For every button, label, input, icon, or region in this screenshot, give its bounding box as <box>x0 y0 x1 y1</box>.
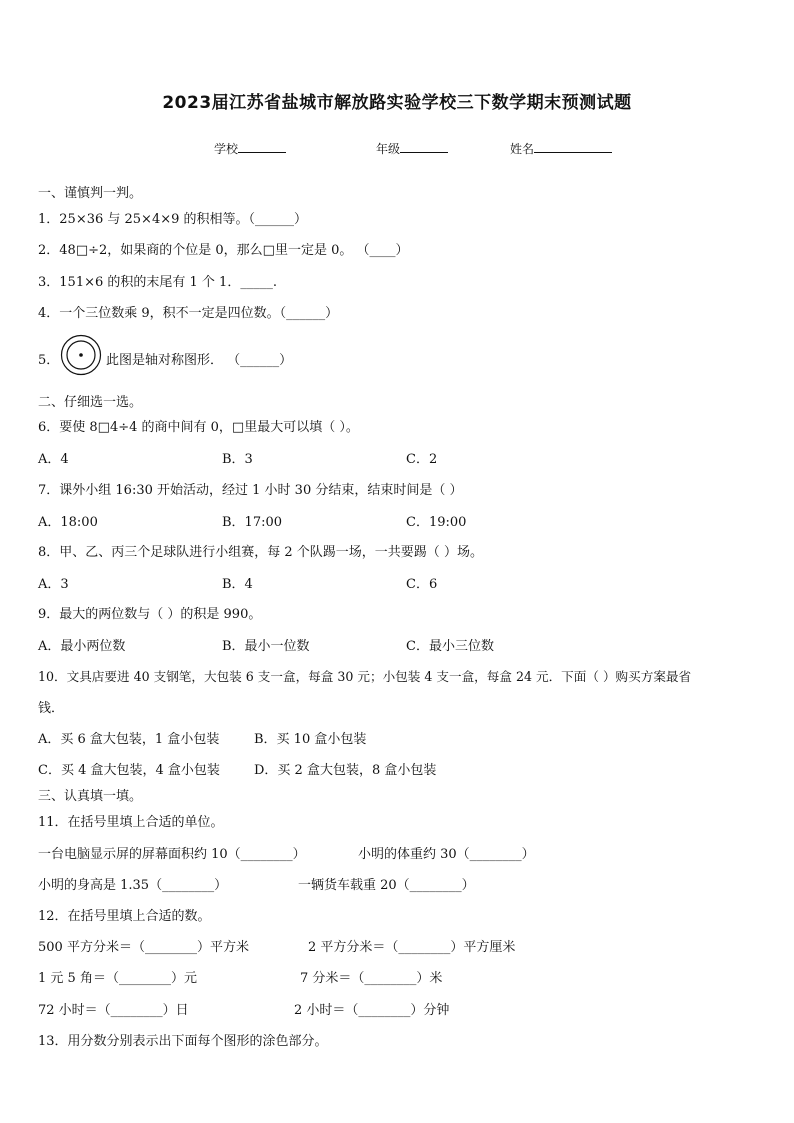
question-2: 2．48□÷2，如果商的个位是 0，那么□里一定是 0。 （____） <box>38 243 409 258</box>
q7-option-a[interactable]: A．18:00 <box>38 515 98 530</box>
q11-item-4[interactable]: 一辆货车载重 20（________） <box>298 878 475 893</box>
name-label: 姓名 <box>510 142 535 156</box>
question-6: 6．要使 8□4÷4 的商中间有 0，□里最大可以填（ ）。 <box>38 420 359 435</box>
school-field <box>214 140 286 157</box>
q8-option-a[interactable]: A．3 <box>38 577 69 592</box>
name-blank[interactable] <box>534 140 612 153</box>
question-1: 1．25×36 与 25×4×9 的积相等。（______） <box>38 212 308 227</box>
concentric-circle-figure <box>60 334 102 376</box>
grade-field <box>376 140 448 157</box>
question-4: 4．一个三位数乘 9，积不一定是四位数。（______） <box>38 306 339 321</box>
q10-option-c[interactable]: C．买 4 盒大包装，4 盒小包装 <box>38 763 220 778</box>
q12-item-2[interactable]: 2 平方分米＝（________）平方厘米 <box>308 940 516 955</box>
q12-item-3[interactable]: 1 元 5 角＝（________）元 <box>38 971 197 986</box>
question-10-line-1: 10．文具店要进 40 支钢笔，大包装 6 支一盒，每盒 30 元；小包装 4 支一盒，每盒 24 元．下面（ ）购买方案最省 <box>38 669 692 684</box>
q6-option-a[interactable]: A．4 <box>38 452 69 467</box>
q12-item-1[interactable]: 500 平方分米＝（________）平方米 <box>38 940 249 955</box>
q8-option-c[interactable]: C．6 <box>406 577 438 592</box>
grade-blank[interactable] <box>400 140 448 153</box>
q9-option-b[interactable]: B．最小一位数 <box>222 639 310 654</box>
q11-item-2[interactable]: 小明的体重约 30（________） <box>358 847 535 862</box>
q12-item-4[interactable]: 7 分米＝（________）米 <box>300 971 443 986</box>
school-blank[interactable] <box>238 140 286 153</box>
section-title-1: 一、谨慎判一判。 <box>38 186 143 201</box>
section-title-2: 二、仔细选一选。 <box>38 395 143 410</box>
question-12: 12．在括号里填上合适的数。 <box>38 909 211 924</box>
question-11: 11．在括号里填上合适的单位。 <box>38 815 224 830</box>
page-title: 2023届江苏省盐城市解放路实验学校三下数学期末预测试题 <box>162 93 632 113</box>
q11-item-1[interactable]: 一台电脑显示屏的屏幕面积约 10（________） <box>38 847 306 862</box>
question-8: 8．甲、乙、丙三个足球队进行小组赛，每 2 个队踢一场，一共要踢（ ）场。 <box>38 545 483 560</box>
question-5-text: 此图是轴对称图形． （______） <box>106 353 293 368</box>
question-3: 3．151×6 的积的末尾有 1 个 1．_____. <box>38 275 277 290</box>
q7-option-b[interactable]: B．17:00 <box>222 515 283 530</box>
q10-option-d[interactable]: D．买 2 盒大包装，8 盒小包装 <box>254 763 437 778</box>
name-field <box>510 140 612 157</box>
q10-option-b[interactable]: B．买 10 盒小包装 <box>254 732 367 747</box>
q6-option-c[interactable]: C．2 <box>406 452 438 467</box>
q12-item-6[interactable]: 2 小时＝（________）分钟 <box>294 1003 450 1018</box>
q9-option-c[interactable]: C．最小三位数 <box>406 639 494 654</box>
q8-option-b[interactable]: B．4 <box>222 577 253 592</box>
question-13: 13．用分数分别表示出下面每个图形的涂色部分。 <box>38 1034 328 1049</box>
school-label: 学校 <box>214 142 239 156</box>
section-title-3: 三、认真填一填。 <box>38 789 143 804</box>
grade-label: 年级 <box>376 142 401 156</box>
q11-item-3[interactable]: 小明的身高是 1.35（________） <box>38 878 228 893</box>
q12-item-5[interactable]: 72 小时＝（________）日 <box>38 1003 189 1018</box>
q9-option-a[interactable]: A．最小两位数 <box>38 639 126 654</box>
question-9: 9．最大的两位数与（ ）的积是 990。 <box>38 607 262 622</box>
q6-option-b[interactable]: B．3 <box>222 452 253 467</box>
question-5-number: 5． <box>38 353 60 368</box>
question-7: 7．课外小组 16:30 开始活动，经过 1 小时 30 分结束，结束时间是（ ） <box>38 483 463 498</box>
q10-option-a[interactable]: A．买 6 盒大包装，1 盒小包装 <box>38 732 220 747</box>
q7-option-c[interactable]: C．19:00 <box>406 515 467 530</box>
question-10-line-2: 钱． <box>38 701 65 716</box>
